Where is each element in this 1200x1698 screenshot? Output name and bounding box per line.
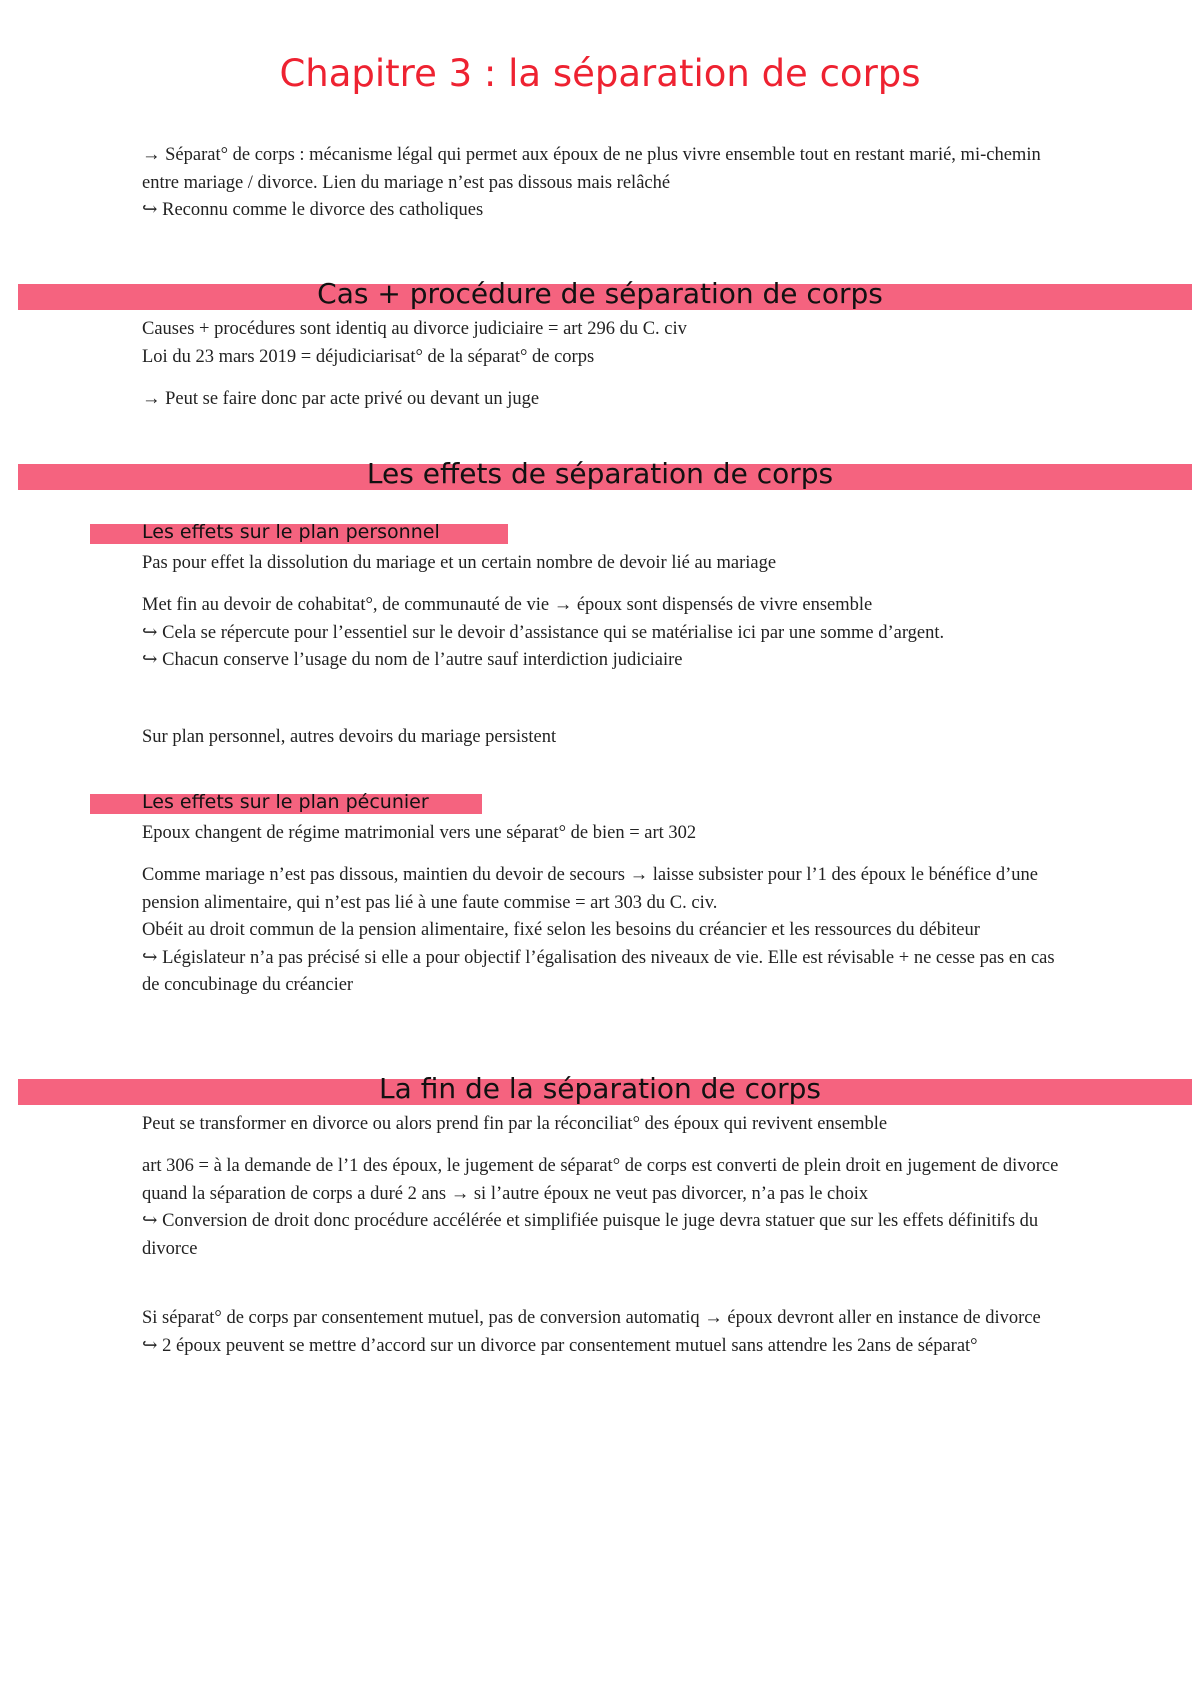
section1-block xyxy=(142,316,1072,371)
paragraph-line: Obéit au droit commun de la pension alimentaire, fixé selon les besoins du créancier et les ressources du débiteur xyxy=(142,920,980,940)
intro-block xyxy=(142,142,1072,225)
section3-paragraph-1 xyxy=(142,1111,1072,1139)
section-heading-fin: La fin de la séparation de corps xyxy=(379,1072,821,1105)
section1-note xyxy=(142,386,1072,414)
paragraph-line: ↪ Chacun conserve l’usage du nom de l’autre sauf interdiction judiciaire xyxy=(142,650,683,670)
section-heading-effets: Les effets de séparation de corps xyxy=(366,457,834,490)
paragraph-line: ↪ Législateur n’a pas précisé si elle a pour objectif l’égalisation des niveaux de vie. Elle est révisable + ne cesse pas en cas de concubinage du créancier xyxy=(142,947,1055,995)
page-title: Chapitre 3 : la séparation de corps xyxy=(279,52,921,95)
paragraph-line: Epoux changent de régime matrimonial vers une séparat° de bien = art 302 xyxy=(142,823,697,843)
paragraph-line: → Peut se faire donc par acte privé ou devant un juge xyxy=(142,389,540,409)
subsection-heading-personnel: Les effets sur le plan personnel xyxy=(142,521,440,543)
paragraph-line: Comme mariage n’est pas dissous, maintien du devoir de secours → laisse subsister pour l’1 des époux le bénéfice d’une pension alimentaire, qui n’est pas lié à une faute commise = art 303 du C. civ. xyxy=(142,865,1039,913)
sub2-paragraph-2 xyxy=(142,862,1072,1000)
sub1-paragraph-1 xyxy=(142,550,1072,578)
sub2-paragraph-1 xyxy=(142,820,1072,848)
paragraph-line: Pas pour effet la dissolution du mariage et un certain nombre de devoir lié au mariage xyxy=(142,553,777,573)
intro-line: ↪ Reconnu comme le divorce des catholiques xyxy=(142,200,484,220)
paragraph-line: art 306 = à la demande de l’1 des époux, le jugement de séparat° de corps est converti de plein droit en jugement de divorce quand la séparation de corps a duré 2 ans → si l’autre époux ne veut pas divorcer, n’a pas le choix xyxy=(142,1156,1059,1204)
paragraph-line: ↪ Conversion de droit donc procédure accélérée et simplifiée puisque le juge devra statuer que sur les effets définitifs du divorce xyxy=(142,1211,1039,1259)
paragraph-line: Peut se transformer en divorce ou alors prend fin par la réconciliat° des époux qui revivent ensemble xyxy=(142,1114,888,1134)
sub1-paragraph-2 xyxy=(142,592,1072,675)
paragraph-line: Si séparat° de corps par consentement mutuel, pas de conversion automatiq → époux devront aller en instance de divorce xyxy=(142,1308,1041,1328)
paragraph-line: Causes + procédures sont identiq au divorce judiciaire = art 296 du C. civ xyxy=(142,319,687,339)
subsection-heading-pecunier: Les effets sur le plan pécunier xyxy=(142,791,429,813)
paragraph-line: ↪ 2 époux peuvent se mettre d’accord sur un divorce par consentement mutuel sans attendre les 2ans de séparat° xyxy=(142,1335,978,1356)
paragraph-line: Sur plan personnel, autres devoirs du mariage persistent xyxy=(142,727,557,747)
sub1-paragraph-3 xyxy=(142,724,1072,752)
paragraph-line: Loi du 23 mars 2019 = déjudiciarisat° de la séparat° de corps xyxy=(142,346,595,367)
intro-line: → Séparat° de corps : mécanisme légal qui permet aux époux de ne plus vivre ensemble tout en restant marié, mi-chemin entre mariage / divorce. Lien du mariage n’est pas dissous mais relâché xyxy=(142,145,1041,193)
paragraph-line: Met fin au devoir de cohabitat°, de communauté de vie → époux sont dispensés de vivre ensemble xyxy=(142,595,873,615)
section-heading-cas-procedure: Cas + procédure de séparation de corps xyxy=(317,277,883,310)
paragraph-line: ↪ Cela se répercute pour l’essentiel sur le devoir d’assistance qui se matérialise ici par une somme d’argent. xyxy=(142,622,945,643)
section3-paragraph-3 xyxy=(142,1305,1072,1360)
section3-paragraph-2 xyxy=(142,1153,1072,1263)
